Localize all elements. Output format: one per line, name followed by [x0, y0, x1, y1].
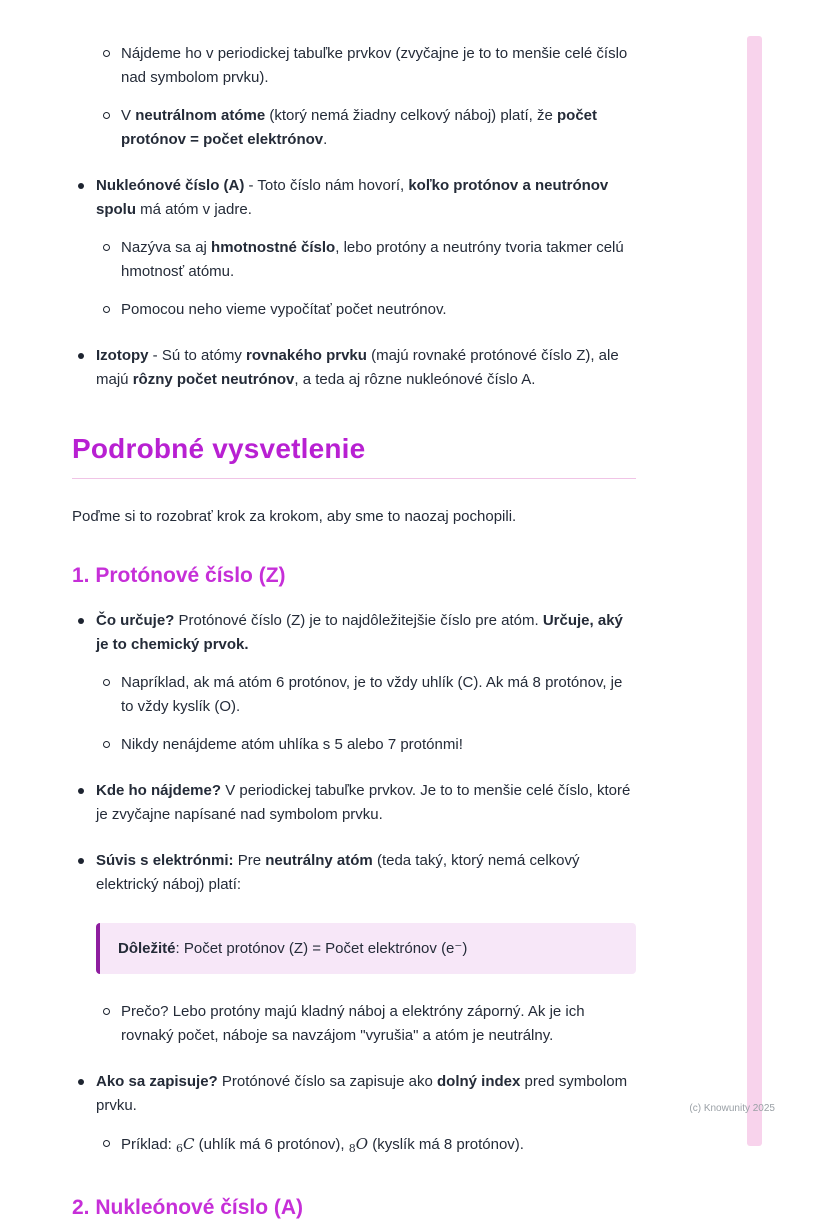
list-item — [72, 609, 636, 657]
list-item — [97, 1000, 636, 1048]
subsection-heading-1: 1. Protónové číslo (Z) — [72, 564, 286, 587]
list-item-text: Príklad: $_6$C (uhlík má 6 protónov), $_8$O (kyslík má 8 protónov). — [121, 1135, 524, 1155]
bullet-circle-icon — [103, 1008, 110, 1015]
list-item — [97, 298, 636, 322]
callout-box — [96, 923, 636, 974]
document-content — [72, 42, 636, 1221]
list-item-text: V neutrálnom atóme (ktorý nemá žiadny celkový náboj) platí, že počet protónov = počet elektrónov. — [121, 107, 598, 148]
bullet-disc-icon — [78, 618, 84, 624]
bullet-disc-icon — [78, 353, 84, 359]
bullet-circle-icon — [103, 112, 110, 119]
bullet-circle-icon — [103, 1140, 110, 1147]
list-item — [97, 42, 636, 90]
list-item — [97, 733, 636, 757]
bullet-disc-icon — [78, 183, 84, 189]
list-item — [72, 849, 636, 897]
list-item-text: Nukleónové číslo (A) - Toto číslo nám hovorí, koľko protónov a neutrónov spolu má atóm v jadre. — [96, 177, 609, 218]
section-heading: Podrobné vysvetlenie — [72, 433, 366, 464]
list-item — [97, 104, 636, 152]
bullet-circle-icon — [103, 50, 110, 57]
list-item-text: Nájdeme ho v periodickej tabuľke prvkov (zvyčajne je to to menšie celé číslo nad symbolom prvku). — [121, 45, 628, 86]
list-item-text: Nikdy nenájdeme atóm uhlíka s 5 alebo 7 protónmi! — [121, 736, 463, 753]
list-item — [72, 1070, 636, 1118]
list-item-text: Kde ho nájdeme? V periodickej tabuľke prvkov. Je to to menšie celé číslo, ktoré je zvyčajne napísané nad symbolom prvku. — [96, 782, 631, 823]
list-item — [97, 671, 636, 719]
list-item-text: Súvis s elektrónmi: Pre neutrálny atóm (teda taký, ktorý nemá celkový elektrický náboj) platí: — [96, 852, 580, 893]
bullet-circle-icon — [103, 306, 110, 313]
list-item-text: Nazýva sa aj hmotnostné číslo, lebo protóny a neutróny tvoria takmer celú hmotnosť atómu. — [121, 239, 624, 280]
list-item — [72, 344, 636, 392]
list-item-text: Ako sa zapisuje? Protónové číslo sa zapisuje ako dolný index pred symbolom prvku. — [96, 1073, 628, 1114]
list-item-text: Pomocou neho vieme vypočítať počet neutrónov. — [121, 301, 447, 318]
list-item — [72, 779, 636, 827]
section1-bullet-list-a — [72, 609, 636, 897]
list-item-text: Izotopy - Sú to atómy rovnakého prvku (majú rovnaké protónové číslo Z), ale majú rôzny počet neutrónov, a teda aj rôzne nukleónové číslo A. — [96, 347, 619, 388]
bullet-circle-icon — [103, 741, 110, 748]
callout-text: Dôležité: Počet protónov (Z) = Počet elektrónov (e⁻) — [118, 940, 468, 957]
list-item — [72, 174, 636, 222]
list-item — [97, 236, 636, 284]
bullet-disc-icon — [78, 788, 84, 794]
subsection-heading-2: 2. Nukleónové číslo (A) — [72, 1196, 304, 1219]
intro-bullet-list — [72, 42, 636, 392]
list-item-text: Napríklad, ak má atóm 6 protónov, je to vždy uhlík (C). Ak má 8 protónov, je to vždy kyslík (O). — [121, 674, 623, 715]
page-accent-stripe — [747, 36, 762, 1146]
footer-credit: (c) Knowunity 2025 — [689, 1103, 775, 1114]
bullet-circle-icon — [103, 679, 110, 686]
list-item-text: Prečo? Lebo protóny majú kladný náboj a elektróny záporný. Ak je ich rovnaký počet, náboje sa navzájom "vyrušia" a atóm je neutrálny. — [121, 1003, 585, 1044]
bullet-disc-icon — [78, 858, 84, 864]
section1-bullet-list-b — [72, 1000, 636, 1161]
list-item-text: Čo určuje? Protónové číslo (Z) je to najdôležitejšie číslo pre atóm. Určuje, aký je to chemický prvok. — [96, 612, 623, 653]
list-item — [97, 1132, 636, 1161]
bullet-circle-icon — [103, 244, 110, 251]
bullet-disc-icon — [78, 1079, 84, 1085]
intro-paragraph: Poďme si to rozobrať krok za krokom, aby sme to naozaj pochopili. — [72, 508, 517, 525]
heading-rule — [72, 478, 636, 479]
